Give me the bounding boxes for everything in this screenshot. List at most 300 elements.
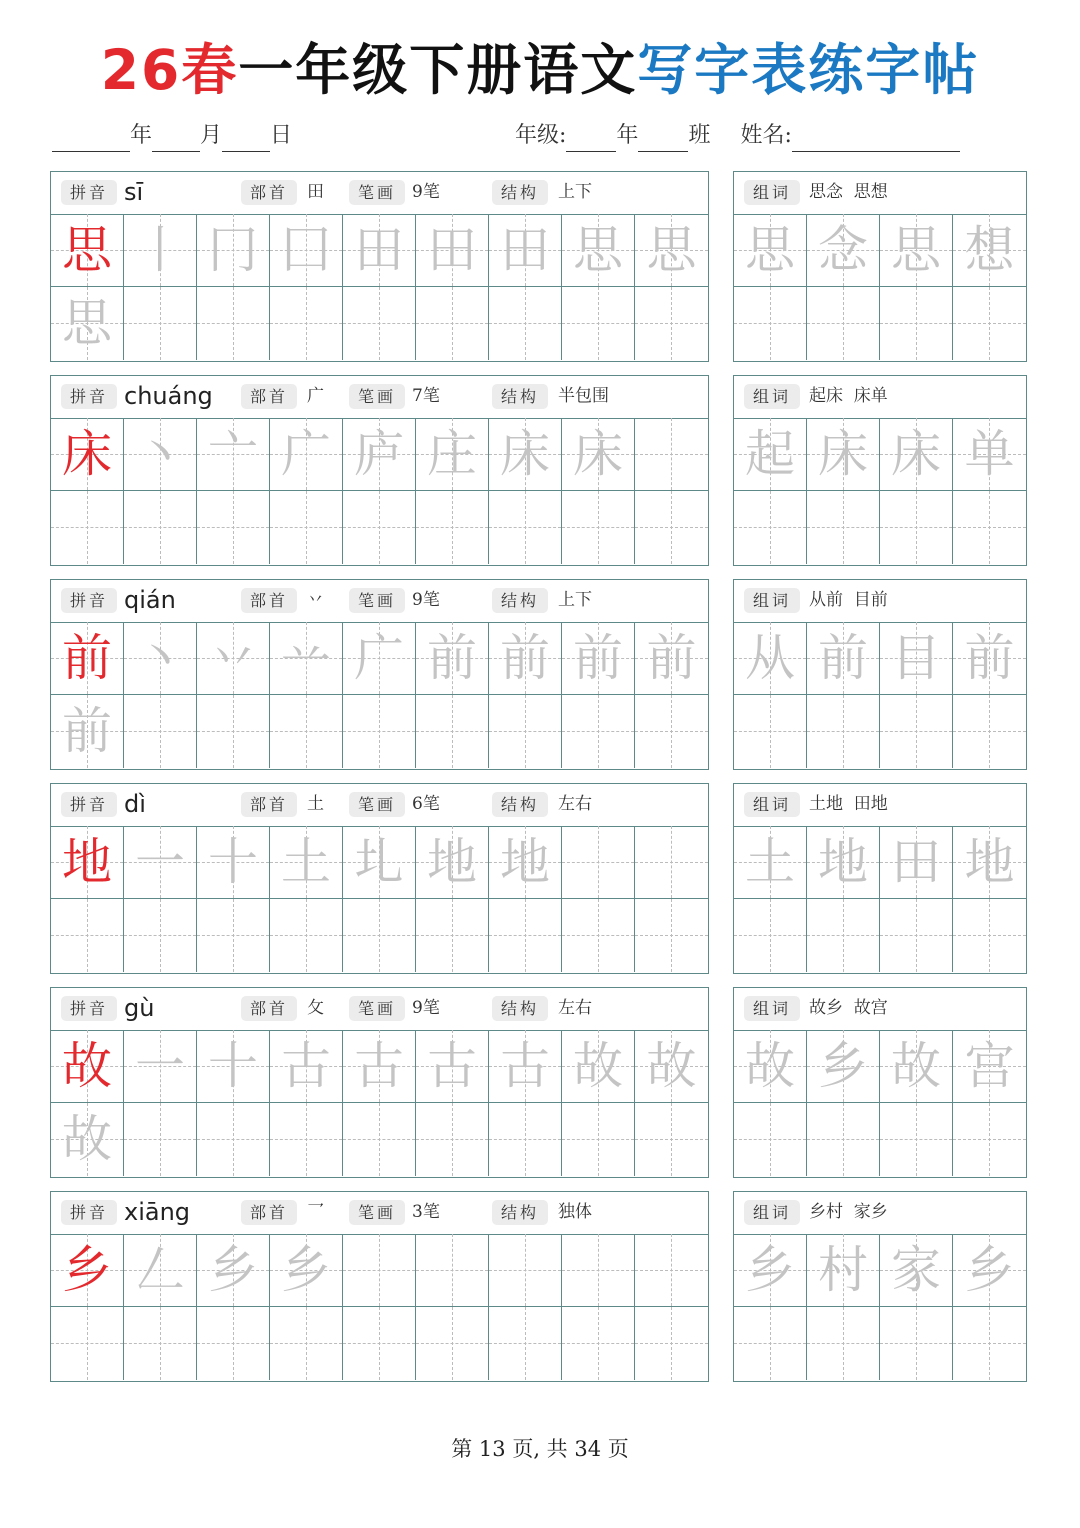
model-character: 思 [62,221,112,279]
practice-cell[interactable] [880,1030,953,1103]
guide-line-horizontal [807,1343,879,1344]
practice-cell[interactable] [343,287,416,360]
practice-cell[interactable] [343,1307,416,1380]
trace-character: 床 [573,425,623,483]
pinyin-label: 拼音 [61,792,117,817]
practice-cell[interactable] [953,287,1026,360]
practice-cell[interactable] [343,491,416,564]
radical-value: 广 [307,386,324,406]
practice-cell[interactable] [197,491,270,564]
practice-cell[interactable] [270,1307,343,1380]
practice-cell[interactable] [562,214,635,287]
radical-label: 部首 [241,180,297,205]
strokes-label: 笔画 [349,792,405,817]
trace-character: 前 [62,702,112,760]
trace-character: 𠃋 [135,1241,185,1299]
practice-cell[interactable] [880,1103,953,1176]
character-info-header [51,580,708,623]
practice-cell[interactable] [807,1030,880,1103]
trace-character: 圠 [354,833,404,891]
page-number: 第 13 页, 共 34 页 [451,1437,629,1461]
practice-cell[interactable] [635,418,708,491]
practice-cell[interactable] [562,1234,635,1307]
practice-cell[interactable] [807,1307,880,1380]
practice-cell[interactable] [734,695,807,768]
radical-label: 部首 [241,1200,297,1225]
trace-character: 十 [208,833,258,891]
practice-cell[interactable] [880,418,953,491]
practice-cell[interactable] [489,826,562,899]
practice-cell[interactable] [807,622,880,695]
pinyin-value: gù [124,994,155,1022]
practice-cell[interactable] [270,899,343,972]
words-value: 从前 目前 [809,590,888,610]
practice-cell[interactable] [197,214,270,287]
student-line [515,120,960,152]
practice-cell[interactable] [124,1103,197,1176]
structure-value: 独体 [558,1202,592,1222]
guide-line-horizontal [562,862,634,863]
practice-cell[interactable] [124,418,197,491]
practice-cell[interactable] [124,1234,197,1307]
practice-cell[interactable] [953,622,1026,695]
guide-line-horizontal [416,1270,488,1271]
practice-cell[interactable] [343,214,416,287]
practice-cell[interactable] [489,1103,562,1176]
practice-cell[interactable] [197,826,270,899]
practice-cell[interactable] [489,695,562,768]
practice-cell[interactable] [343,1030,416,1103]
practice-cell[interactable] [489,418,562,491]
practice-cell[interactable] [734,1307,807,1380]
word-block [733,783,1027,974]
practice-cell[interactable] [635,695,708,768]
practice-cell[interactable] [807,287,880,360]
practice-cell[interactable] [880,695,953,768]
practice-cell[interactable] [124,287,197,360]
guide-line-horizontal [343,1270,415,1271]
trace-character: 广 [354,629,404,687]
practice-cell[interactable] [270,214,343,287]
practice-cell[interactable] [953,1307,1026,1380]
trace-character: 故 [646,1037,697,1095]
pinyin-value: dì [124,790,146,818]
trace-character: 乡 [208,1241,258,1299]
practice-cell[interactable] [635,1307,708,1380]
practice-cell[interactable] [343,622,416,695]
character-info-header [51,376,708,419]
practice-cell[interactable] [734,491,807,564]
guide-line-horizontal [635,1270,708,1271]
month-label: 月 [200,123,223,148]
guide-line-horizontal [51,1343,123,1344]
practice-cell[interactable] [270,1103,343,1176]
words-label: 组词 [744,792,800,817]
practice-cell[interactable] [416,287,489,360]
practice-cell[interactable] [562,418,635,491]
pinyin-label: 拼音 [61,1200,117,1225]
practice-cell[interactable] [51,1103,124,1176]
practice-cell[interactable] [953,899,1026,972]
practice-cell[interactable] [416,491,489,564]
grade-blank[interactable] [566,125,616,152]
structure-label: 结构 [492,180,548,205]
words-value: 思念 思想 [809,182,888,202]
practice-cell[interactable] [270,695,343,768]
page-title [0,38,1080,102]
radical-value: 乛 [307,1202,324,1222]
trace-character: 古 [281,1037,331,1095]
practice-cell[interactable] [124,826,197,899]
character-block [50,171,709,362]
trace-character: 想 [964,221,1015,279]
practice-cell[interactable] [124,622,197,695]
practice-cell[interactable] [51,418,124,491]
practice-cell[interactable] [124,1307,197,1380]
guide-line-horizontal [807,527,879,528]
trace-character: 庄 [427,425,477,483]
practice-cell[interactable] [562,826,635,899]
guide-line-horizontal [734,527,806,528]
practice-cell[interactable] [124,214,197,287]
practice-cell[interactable] [416,418,489,491]
practice-cell[interactable] [635,287,708,360]
practice-cell[interactable] [953,695,1026,768]
guide-line-horizontal [734,323,806,324]
character-info-header [51,784,708,827]
practice-cell[interactable] [562,1103,635,1176]
practice-cell[interactable] [124,695,197,768]
practice-cell[interactable] [635,826,708,899]
practice-cell[interactable] [880,1234,953,1307]
trace-character: 思 [646,221,697,279]
practice-cell[interactable] [343,1234,416,1307]
title-grade-book: 一年级下册语文 [238,38,638,102]
trace-character: 故 [891,1037,941,1095]
practice-cell[interactable] [416,1234,489,1307]
practice-cell[interactable] [734,1103,807,1176]
words-label: 组词 [744,180,800,205]
practice-cell[interactable] [270,1030,343,1103]
practice-cell[interactable] [562,695,635,768]
practice-cell[interactable] [734,622,807,695]
practice-cell[interactable] [197,1030,270,1103]
practice-cell[interactable] [197,1307,270,1380]
character-block [50,1191,709,1382]
trace-character: 目 [891,629,941,687]
practice-cell[interactable] [416,899,489,972]
structure-label: 结构 [492,384,548,409]
practice-cell[interactable] [880,491,953,564]
word-block [733,1191,1027,1382]
practice-cell[interactable] [807,826,880,899]
practice-cell[interactable] [124,1030,197,1103]
pinyin-value: xiāng [124,1198,191,1226]
model-character: 故 [62,1037,112,1095]
practice-cell[interactable] [51,1234,124,1307]
practice-cell[interactable] [51,1030,124,1103]
practice-cell[interactable] [880,899,953,972]
name-blank[interactable] [792,125,960,152]
practice-cell[interactable] [416,1103,489,1176]
practice-cell[interactable] [489,899,562,972]
radical-value: 田 [307,182,324,202]
practice-cell[interactable] [51,214,124,287]
practice-cell[interactable] [51,491,124,564]
practice-cell[interactable] [51,287,124,360]
guide-line-horizontal [880,935,952,936]
guide-line-horizontal [124,731,196,732]
practice-cell[interactable] [197,1103,270,1176]
practice-cell[interactable] [562,287,635,360]
practice-cell[interactable] [197,899,270,972]
name-label: 姓名: [740,123,792,148]
guide-line-horizontal [635,731,708,732]
trace-character: 亠 [208,425,258,483]
radical-label: 部首 [241,588,297,613]
guide-line-horizontal [953,731,1026,732]
guide-line-horizontal [489,527,561,528]
words-value: 故乡 故宫 [809,998,888,1018]
practice-cell[interactable] [880,287,953,360]
practice-cell[interactable] [343,695,416,768]
trace-character: 思 [573,221,623,279]
trace-character: 思 [745,221,795,279]
practice-cell[interactable] [734,287,807,360]
practice-cell[interactable] [416,214,489,287]
practice-cell[interactable] [562,1307,635,1380]
guide-line-horizontal [124,935,196,936]
guide-line-horizontal [270,1139,342,1140]
word-header [734,580,1026,623]
practice-cell[interactable] [807,695,880,768]
practice-cell[interactable] [343,899,416,972]
practice-cell[interactable] [270,418,343,491]
grade-unit: 年 [616,123,639,148]
guide-line-horizontal [489,731,561,732]
practice-cell[interactable] [562,899,635,972]
practice-cell[interactable] [51,1307,124,1380]
practice-cell[interactable] [635,1103,708,1176]
strokes-value: 9笔 [412,998,440,1018]
practice-cell[interactable] [489,622,562,695]
guide-line-horizontal [953,1139,1026,1140]
practice-cell[interactable] [562,1030,635,1103]
word-block [733,375,1027,566]
trace-character: 古 [500,1037,550,1095]
date-line [52,120,292,152]
trace-character: 庐 [354,425,404,483]
practice-cell[interactable] [807,491,880,564]
practice-cell[interactable] [197,287,270,360]
practice-cell[interactable] [562,622,635,695]
practice-cell[interactable] [880,622,953,695]
character-info-header [51,1192,708,1235]
practice-cell[interactable] [489,287,562,360]
practice-cell[interactable] [124,899,197,972]
practice-cell[interactable] [807,1234,880,1307]
practice-cell[interactable] [953,826,1026,899]
practice-cell[interactable] [416,1030,489,1103]
character-block [50,375,709,566]
practice-cell[interactable] [416,826,489,899]
guide-line-horizontal [51,935,123,936]
guide-line-horizontal [562,1343,634,1344]
guide-line-horizontal [807,935,879,936]
practice-cell[interactable] [734,826,807,899]
guide-line-horizontal [734,1139,806,1140]
practice-cell[interactable] [807,899,880,972]
trace-character: 古 [427,1037,477,1095]
trace-character: 丶 [135,629,185,687]
guide-line-horizontal [197,731,269,732]
practice-cell[interactable] [807,1103,880,1176]
practice-cell[interactable] [953,491,1026,564]
practice-cell[interactable] [734,418,807,491]
practice-cell[interactable] [124,491,197,564]
practice-cell[interactable] [489,491,562,564]
trace-character: 䒑 [281,629,331,687]
practice-cell[interactable] [807,214,880,287]
structure-label: 结构 [492,996,548,1021]
model-character: 地 [62,833,112,891]
day-blank[interactable] [222,125,270,152]
radical-value: 攵 [307,998,324,1018]
practice-cell[interactable] [197,622,270,695]
practice-cell[interactable] [197,1234,270,1307]
practice-cell[interactable] [880,1307,953,1380]
guide-line-horizontal [807,323,879,324]
trace-character: 村 [818,1241,868,1299]
guide-line-horizontal [124,527,196,528]
practice-cell[interactable] [343,826,416,899]
practice-cell[interactable] [635,622,708,695]
word-header [734,784,1026,827]
guide-line-horizontal [880,527,952,528]
practice-cell[interactable] [635,214,708,287]
practice-cell[interactable] [734,214,807,287]
strokes-value: 3笔 [412,1202,440,1222]
practice-cell[interactable] [953,418,1026,491]
practice-cell[interactable] [51,826,124,899]
pinyin-label: 拼音 [61,384,117,409]
practice-cell[interactable] [270,1234,343,1307]
trace-character: 田 [427,221,477,279]
guide-line-horizontal [270,935,342,936]
words-label: 组词 [744,384,800,409]
radical-label: 部首 [241,792,297,817]
trace-character: 囗 [281,221,331,279]
title-copybook: 写字表练字帖 [637,38,980,102]
trace-character: 土 [281,833,331,891]
year-label: 年 [130,123,153,148]
trace-character: 前 [818,629,868,687]
trace-character: 前 [427,629,477,687]
trace-character: 念 [818,221,868,279]
word-block [733,171,1027,362]
practice-cell[interactable] [197,418,270,491]
guide-line-horizontal [635,1343,708,1344]
word-block [733,987,1027,1178]
class-blank[interactable] [638,125,688,152]
practice-cell[interactable] [807,418,880,491]
practice-cell[interactable] [734,1234,807,1307]
practice-cell[interactable] [51,695,124,768]
practice-cell[interactable] [635,1234,708,1307]
practice-cell[interactable] [953,214,1026,287]
practice-cell[interactable] [635,899,708,972]
trace-character: 乡 [818,1037,868,1095]
practice-cell[interactable] [343,418,416,491]
practice-cell[interactable] [635,1030,708,1103]
trace-character: 前 [964,629,1015,687]
words-label: 组词 [744,588,800,613]
practice-cell[interactable] [489,214,562,287]
guide-line-horizontal [489,1343,561,1344]
trace-character: 丶 [135,425,185,483]
practice-cell[interactable] [270,287,343,360]
guide-line-horizontal [416,935,488,936]
guide-line-horizontal [51,527,123,528]
grade-label: 年级: [515,123,567,148]
trace-character: 土 [745,833,795,891]
trace-character: 田 [500,221,550,279]
trace-character: 从 [745,629,795,687]
practice-cell[interactable] [953,1234,1026,1307]
practice-cell[interactable] [953,1030,1026,1103]
guide-line-horizontal [270,527,342,528]
practice-cell[interactable] [270,826,343,899]
practice-cell[interactable] [635,491,708,564]
practice-cell[interactable] [734,1030,807,1103]
practice-cell[interactable] [734,899,807,972]
pinyin-value: chuáng [124,382,213,410]
practice-cell[interactable] [270,491,343,564]
guide-line-horizontal [416,323,488,324]
practice-cell[interactable] [489,1307,562,1380]
trace-character: 乡 [964,1241,1015,1299]
practice-cell[interactable] [270,622,343,695]
practice-cell[interactable] [880,826,953,899]
year-blank[interactable] [52,125,130,152]
practice-cell[interactable] [416,622,489,695]
strokes-label: 笔画 [349,1200,405,1225]
practice-cell[interactable] [51,899,124,972]
practice-cell[interactable] [489,1234,562,1307]
guide-line-horizontal [880,1343,952,1344]
practice-cell[interactable] [343,1103,416,1176]
practice-cell[interactable] [416,1307,489,1380]
practice-cell[interactable] [416,695,489,768]
guide-line-horizontal [416,1343,488,1344]
practice-cell[interactable] [197,695,270,768]
trace-character: 前 [573,629,623,687]
practice-cell[interactable] [51,622,124,695]
month-blank[interactable] [152,125,200,152]
practice-cell[interactable] [489,1030,562,1103]
guide-line-horizontal [197,1343,269,1344]
trace-character: 床 [818,425,868,483]
practice-cell[interactable] [562,491,635,564]
pinyin-label: 拼音 [61,180,117,205]
trace-character: 田 [354,221,404,279]
words-label: 组词 [744,1200,800,1225]
practice-cell[interactable] [953,1103,1026,1176]
strokes-label: 笔画 [349,384,405,409]
practice-cell[interactable] [880,214,953,287]
guide-line-horizontal [953,323,1026,324]
guide-line-horizontal [124,1139,196,1140]
